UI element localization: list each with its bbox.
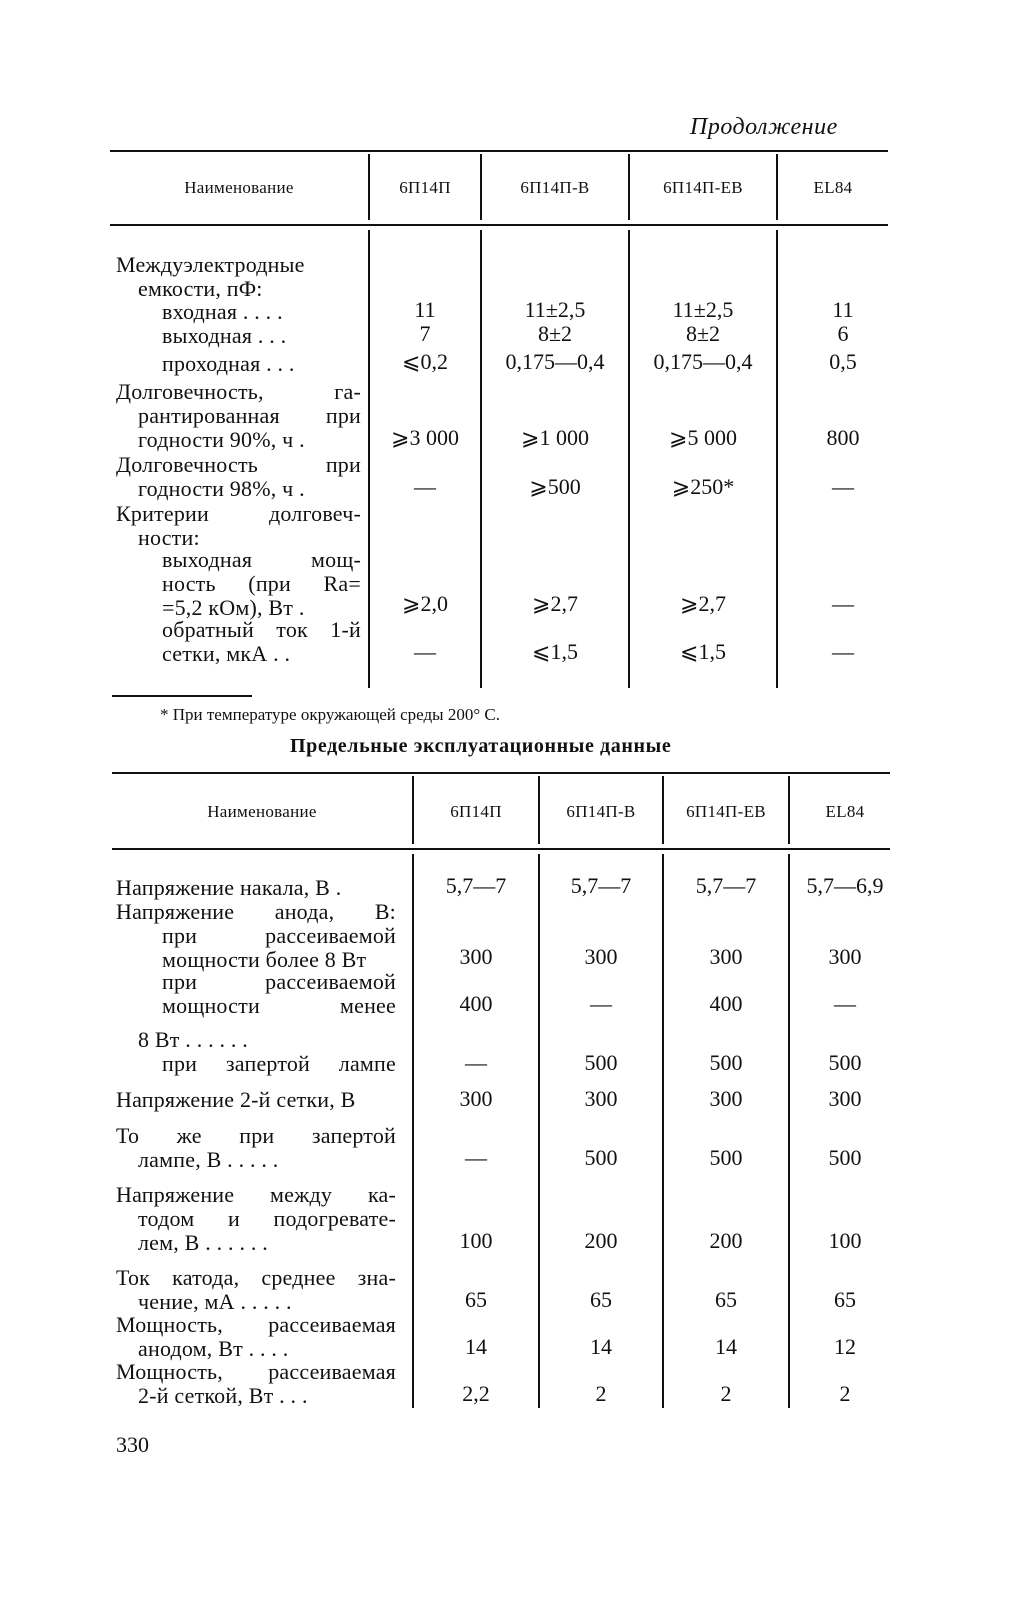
table2-cell: 14 xyxy=(590,1334,612,1359)
table2-header-col1: 6П14П xyxy=(450,802,502,821)
table2-col-divider xyxy=(788,854,790,1408)
footnote: * При температуре окружающей среды 200° С. xyxy=(160,705,500,724)
table1-cell: ⩽1,5 xyxy=(680,639,726,664)
table1-cell: ⩾500 xyxy=(529,474,581,499)
table1-cell: 0,5 xyxy=(829,349,857,374)
table2-cell: 5,7—7 xyxy=(445,873,507,898)
table1-header-name: Наименование xyxy=(184,178,294,197)
table1-cell: 11 xyxy=(832,297,854,322)
table2-cell: 200 xyxy=(584,1228,618,1253)
table1-cell: 8±2 xyxy=(537,321,573,346)
table2-cell: 12 xyxy=(834,1334,856,1359)
table1-row-label: проходная . . . xyxy=(162,351,295,376)
table1-cell: ⩾3 000 xyxy=(391,425,459,450)
table2-row-label: Напряжение анода, В: xyxy=(116,899,396,924)
table2-cell: 14 xyxy=(465,1334,487,1359)
table2-cell: — xyxy=(590,991,612,1016)
table1-row-label: выходная . . . xyxy=(162,323,287,348)
table2-cell: 300 xyxy=(584,944,618,969)
table2-cell: 300 xyxy=(828,1086,862,1111)
table2-cell: 65 xyxy=(590,1287,612,1312)
table1-cell: 6 xyxy=(837,321,849,346)
table1-cell: 11 xyxy=(414,297,436,322)
table1-row-label: обратный ток 1-й сетки, мкА . . xyxy=(162,617,361,666)
table2-cell: 5,7—7 xyxy=(695,873,757,898)
table2-header-col4: EL84 xyxy=(825,802,865,821)
table2-cell: 5,7—6,9 xyxy=(806,873,884,898)
table2-col-divider xyxy=(412,854,414,1408)
table2-header-col3: 6П14П-ЕВ xyxy=(686,802,766,821)
table2-row-label: 8 Вт . . . . . . xyxy=(138,1027,248,1052)
table2-cell: 65 xyxy=(465,1287,487,1312)
table2-cell: 300 xyxy=(584,1086,618,1111)
table2-row-label: Ток катода, среднее зна- чение, мА . . . . . xyxy=(116,1265,396,1314)
table1-row-label: входная . . . . xyxy=(162,299,283,324)
table1-cell: 11±2,5 xyxy=(672,297,734,322)
table2-cell: 2,2 xyxy=(462,1381,490,1406)
table1-header-col4: EL84 xyxy=(813,178,853,197)
table2-row-label: при рассеиваемой мощности менее xyxy=(162,969,396,1018)
table2-cell: 500 xyxy=(828,1145,862,1170)
table2-cell: 100 xyxy=(828,1228,862,1253)
table2-row-label: То же при запертой лампе, В . . . . . xyxy=(116,1123,396,1172)
table1-cell: ⩾5 000 xyxy=(669,425,737,450)
table1-cell: ⩾1 000 xyxy=(521,425,589,450)
footnote-rule xyxy=(112,695,252,697)
table2-cell: 400 xyxy=(459,991,493,1016)
table1-top-rule xyxy=(110,150,888,152)
table2-row-label: Напряжение между ка- тодом и подогревате- лем, В . . . . . . xyxy=(116,1182,396,1255)
table2-cell: 100 xyxy=(459,1228,493,1253)
table2-row-label: Напряжение 2-й сетки, В xyxy=(116,1087,356,1112)
table2-col-divider xyxy=(662,854,664,1408)
table2-cell: — xyxy=(465,1050,487,1075)
table2-cell: 300 xyxy=(828,944,862,969)
section-title: Предельные эксплуатационные данные xyxy=(290,735,672,757)
table2-cell: 500 xyxy=(709,1145,743,1170)
table2-cell: 500 xyxy=(709,1050,743,1075)
continuation-caption: Продолжение xyxy=(690,114,838,140)
table2-col-divider xyxy=(538,854,540,1408)
table1-header-col3: 6П14П-ЕВ xyxy=(663,178,743,197)
table2-cell: — xyxy=(465,1145,487,1170)
table2-cell: 200 xyxy=(709,1228,743,1253)
table1-cell: ⩽0,2 xyxy=(402,349,448,374)
table2-cell: 65 xyxy=(834,1287,856,1312)
table1-header-col2: 6П14П-В xyxy=(520,178,590,197)
table2-cell: 2 xyxy=(720,1381,732,1406)
table2-cell: 2 xyxy=(839,1381,851,1406)
table2-row-label: при запертой лампе xyxy=(162,1051,396,1076)
table2-cell: 65 xyxy=(715,1287,737,1312)
table2-top-rule xyxy=(112,772,890,774)
table2-cell: 300 xyxy=(709,1086,743,1111)
table2-row-label: при рассеиваемой мощности более 8 Вт xyxy=(162,923,396,972)
table2-cell: 300 xyxy=(459,944,493,969)
table1-row-label: Долговечность, га- рантированная при годности 90%, ч . xyxy=(116,379,361,452)
table1-row-label: Долговечность при годности 98%, ч . xyxy=(116,452,361,501)
table1-cell: ⩾250* xyxy=(671,474,735,499)
table2-cell: 14 xyxy=(715,1334,737,1359)
table1-cell: 0,175—0,4 xyxy=(653,349,753,374)
table2-header-rule xyxy=(112,848,890,850)
table1-cell: 0,175—0,4 xyxy=(505,349,605,374)
table2-header-name: Наименование xyxy=(207,802,317,821)
table2-row-label: Мощность, рассеиваемая анодом, Вт . . . . xyxy=(116,1312,396,1361)
table1-header-rule xyxy=(110,224,888,226)
table2-header-col2: 6П14П-В xyxy=(566,802,636,821)
table1-row-label: Критерии долговеч- ности: xyxy=(116,501,361,550)
table2-cell: — xyxy=(834,991,856,1016)
table1-cell: 11±2,5 xyxy=(524,297,586,322)
table2-cell: 300 xyxy=(709,944,743,969)
table2-cell: 500 xyxy=(584,1145,618,1170)
table2-cell: 5,7—7 xyxy=(570,873,632,898)
table1-cell: ⩾2,7 xyxy=(532,591,578,616)
table2-cell: 500 xyxy=(584,1050,618,1075)
table1-cell: ⩽1,5 xyxy=(532,639,578,664)
table1-cell: — xyxy=(414,474,436,499)
table1-cell: — xyxy=(832,591,854,616)
table2-cell: 2 xyxy=(595,1381,607,1406)
table2-cell: 400 xyxy=(709,991,743,1016)
table1-cell: — xyxy=(414,639,436,664)
table1-row-label: выходная мощ- ность (при Rа= =5,2 кОм), Вт . xyxy=(162,547,361,620)
table1-cell: — xyxy=(832,639,854,664)
table2-cell: 300 xyxy=(459,1086,493,1111)
table1-cell: ⩾2,7 xyxy=(680,591,726,616)
table1-cell: ⩾2,0 xyxy=(402,591,448,616)
table1-cell: — xyxy=(832,474,854,499)
table1-cell: 800 xyxy=(826,425,860,450)
table2-row-label: Напряжение накала, В . xyxy=(116,875,342,900)
table1-cell: 8±2 xyxy=(685,321,721,346)
table1-cell: 7 xyxy=(419,321,431,346)
table1-header-col1: 6П14П xyxy=(399,178,451,197)
table2-cell: 500 xyxy=(828,1050,862,1075)
table1-row-label: Междуэлектродные емкости, пФ: xyxy=(116,252,305,301)
page-number: 330 xyxy=(116,1432,149,1457)
table2-row-label: Мощность, рассеиваемая 2-й сеткой, Вт . . . xyxy=(116,1359,396,1408)
